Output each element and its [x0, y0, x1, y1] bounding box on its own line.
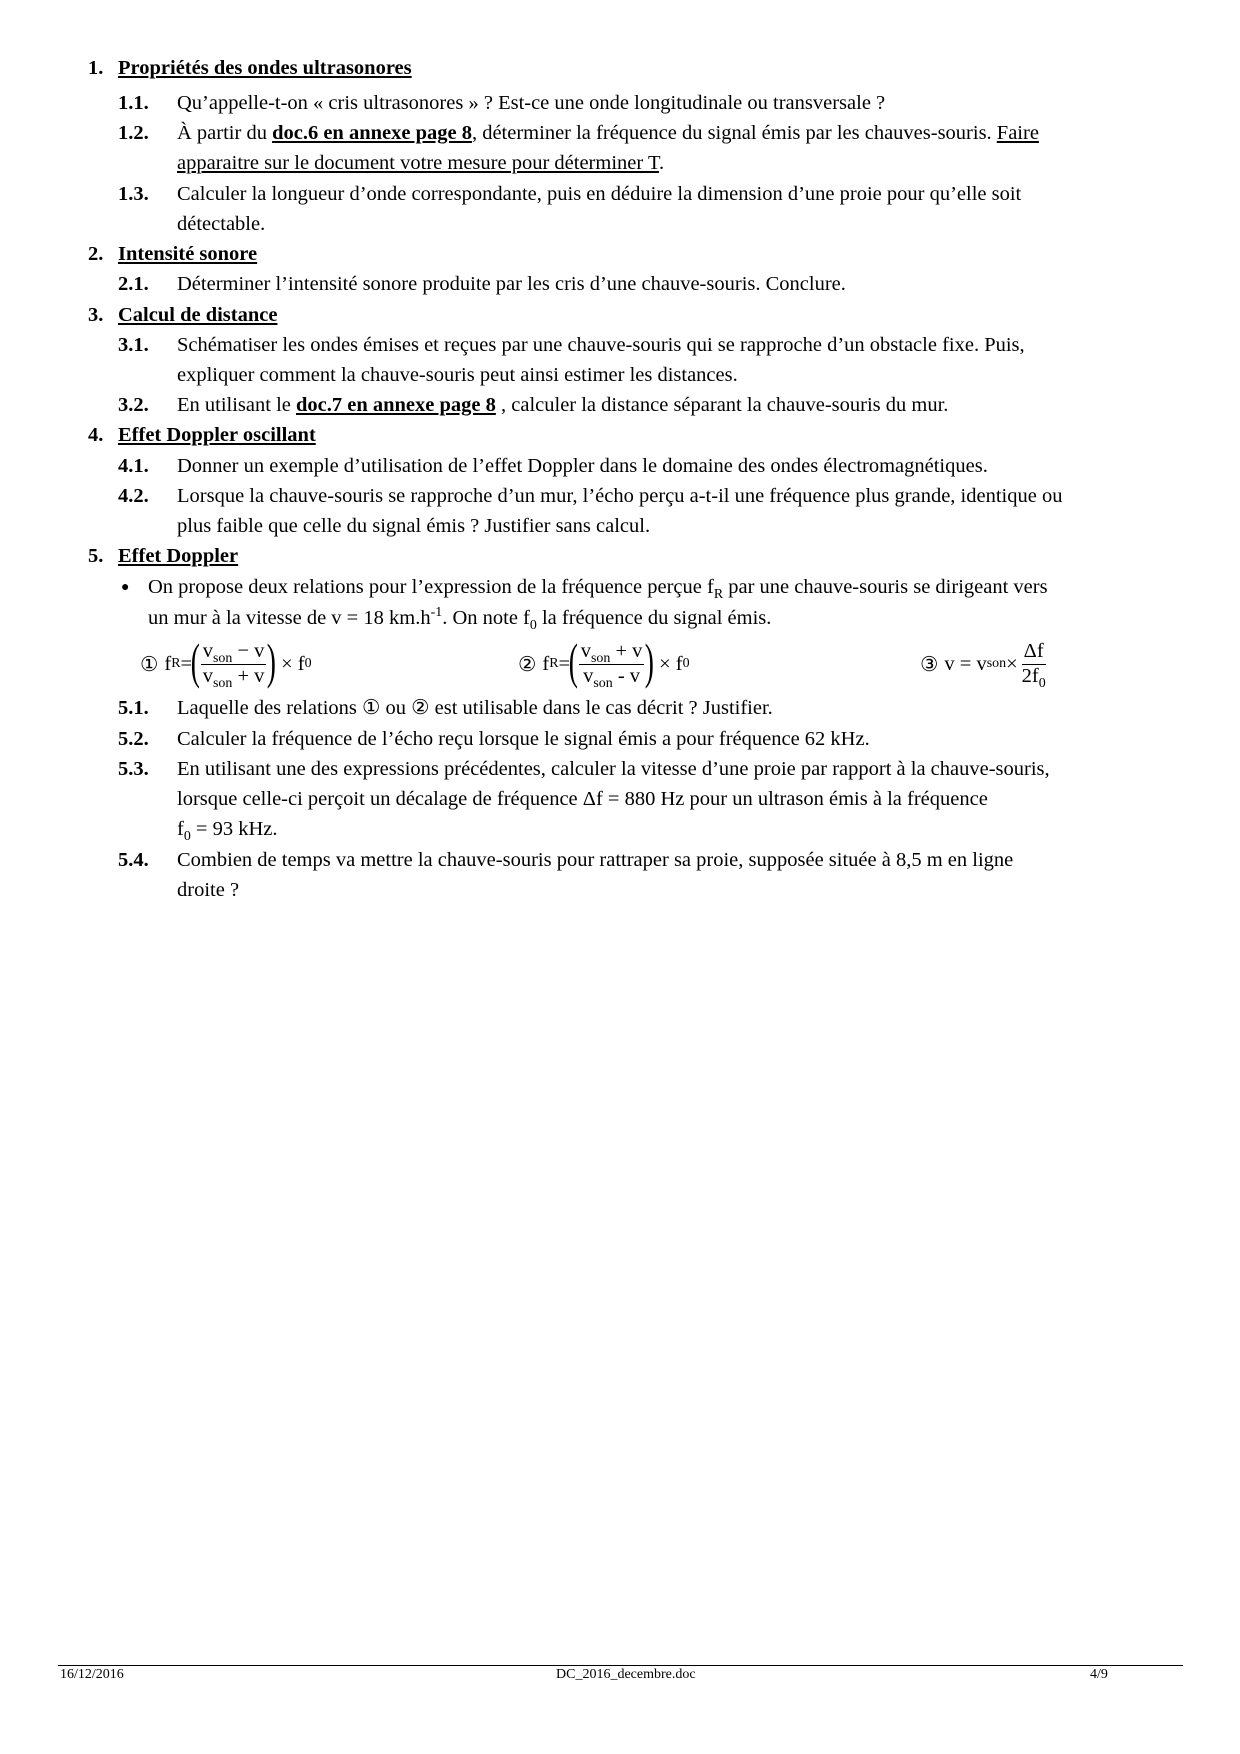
question-text: lorsque celle-ci perçoit un décalage de fréquence Δf = 880 Hz pour un ultrason émis à la fréquence [177, 788, 988, 810]
question-number: 1.1. [118, 92, 149, 114]
fraction: $\frac{\Delta f}{2f_0}$ [1021, 639, 1046, 691]
question-number: 1.3. [118, 183, 149, 205]
question-number: 4.2. [118, 485, 149, 507]
question-text: plus faible que celle du signal émis ? Justifier sans calcul. [177, 515, 651, 537]
doc-reference: doc.7 en annexe page 8 [296, 394, 496, 416]
question-text: $f_0 = 93$ kHz. [177, 818, 278, 845]
question-number: 5.1. [118, 697, 149, 719]
question-text: Calculer la fréquence de l’écho reçu lorsque le signal émis a pour fréquence 62 kHz. [177, 728, 870, 750]
question-text: expliquer comment la chauve-souris peut ainsi estimer les distances. [177, 364, 738, 386]
question-text: Qu’appelle-t-on « cris ultrasonores » ? Est-ce une onde longitudinale ou transversale ? [177, 92, 886, 114]
formula-3: ③ v = v son × $\frac{\Delta f}{2f_0}$ [920, 639, 1046, 691]
question-text: En utilisant une des expressions précédentes, calculer la vitesse d’une proie par rapport à la chauve-souris, [177, 758, 1050, 780]
question-text: Schématiser les ondes émises et reçues par une chauve-souris qui se rapproche d’un obstacle fixe. Puis, [177, 334, 1025, 356]
question-text: Donner un exemple d’utilisation de l’effet Doppler dans le domaine des ondes électromagnétiques. [177, 455, 988, 477]
fraction: $\frac{v_{son} + v}{v_{son} - v}$ [580, 639, 643, 691]
question-text: Déterminer l’intensité sonore produite par les cris d’une chauve-souris. Conclure. [177, 273, 846, 295]
question-number: 5.3. [118, 758, 149, 780]
question-number: 4.1. [118, 455, 149, 477]
bullet-text: On propose deux relations pour l’expression de la fréquence perçue $f_R$ par une chauve-souris se dirigeant vers [148, 576, 1048, 603]
section-number: 5. [88, 545, 104, 567]
footer-divider [58, 1665, 1183, 1666]
question-text: Calculer la longueur d’onde correspondante, puis en déduire la dimension d’une proie pour qu’elle soit [177, 183, 1022, 205]
footer-filename: DC_2016_decembre.doc [556, 1667, 696, 1682]
question-text: Lorsque la chauve-souris se rapproche d’un mur, l’écho perçu a-t-il une fréquence plus grande, identique ou [177, 485, 1063, 507]
question-text: Laquelle des relations ① ou ② est utilisable dans le cas décrit ? Justifier. [177, 697, 773, 719]
footer-date: 16/12/2016 [60, 1667, 124, 1682]
question-number: 1.2. [118, 122, 149, 144]
doc-reference: doc.6 en annexe page 8 [272, 122, 472, 144]
formula-2: ② f R = ( $\frac{v_{son} + v}{v_{son} - v}$ ) × f 0 [518, 633, 690, 691]
section-number: 4. [88, 424, 104, 446]
question-text: En utilisant le doc.7 en annexe page 8 , calculer la distance séparant la chauve-souris du mur. [177, 394, 949, 416]
fraction: $\frac{v_{son} - v}{v_{son} + v}$ [202, 639, 265, 691]
section-title: Propriétés des ondes ultrasonores [118, 57, 412, 79]
section-title: Intensité sonore [118, 243, 258, 265]
bullet-text: un mur à la vitesse de v = 18 $km.h^{-1}$. On note $f_0$ la fréquence du signal émis. [148, 605, 772, 634]
question-text: Combien de temps va mettre la chauve-souris pour rattraper sa proie, supposée située à 8,5 m en ligne [177, 849, 1014, 871]
question-text: apparaitre sur le document votre mesure pour déterminer T. [177, 152, 665, 174]
footer-page-number: 4/9 [1090, 1667, 1108, 1682]
question-number: 2.1. [118, 273, 149, 295]
section-title: Calcul de distance [118, 304, 278, 326]
question-number: 3.2. [118, 394, 149, 416]
section-number: 3. [88, 304, 104, 326]
formula-marker: ① [140, 653, 159, 676]
question-number: 3.1. [118, 334, 149, 356]
formula-1: ① f R = ( $\frac{v_{son} - v}{v_{son} + v}$ ) × f 0 [140, 633, 312, 691]
section-title: Effet Doppler [118, 545, 239, 567]
section-number: 2. [88, 243, 104, 265]
question-number: 5.2. [118, 728, 149, 750]
section-title: Effet Doppler oscillant [118, 424, 316, 446]
question-number: 5.4. [118, 849, 149, 871]
bullet-icon: ● [121, 580, 130, 595]
formula-marker: ③ [920, 653, 939, 676]
question-text: détectable. [177, 213, 266, 235]
question-text: À partir du doc.6 en annexe page 8, déterminer la fréquence du signal émis par les chauves-souris. Faire [177, 122, 1039, 144]
formula-marker: ② [518, 653, 537, 676]
question-text: droite ? [177, 879, 240, 901]
section-number: 1. [88, 57, 104, 79]
